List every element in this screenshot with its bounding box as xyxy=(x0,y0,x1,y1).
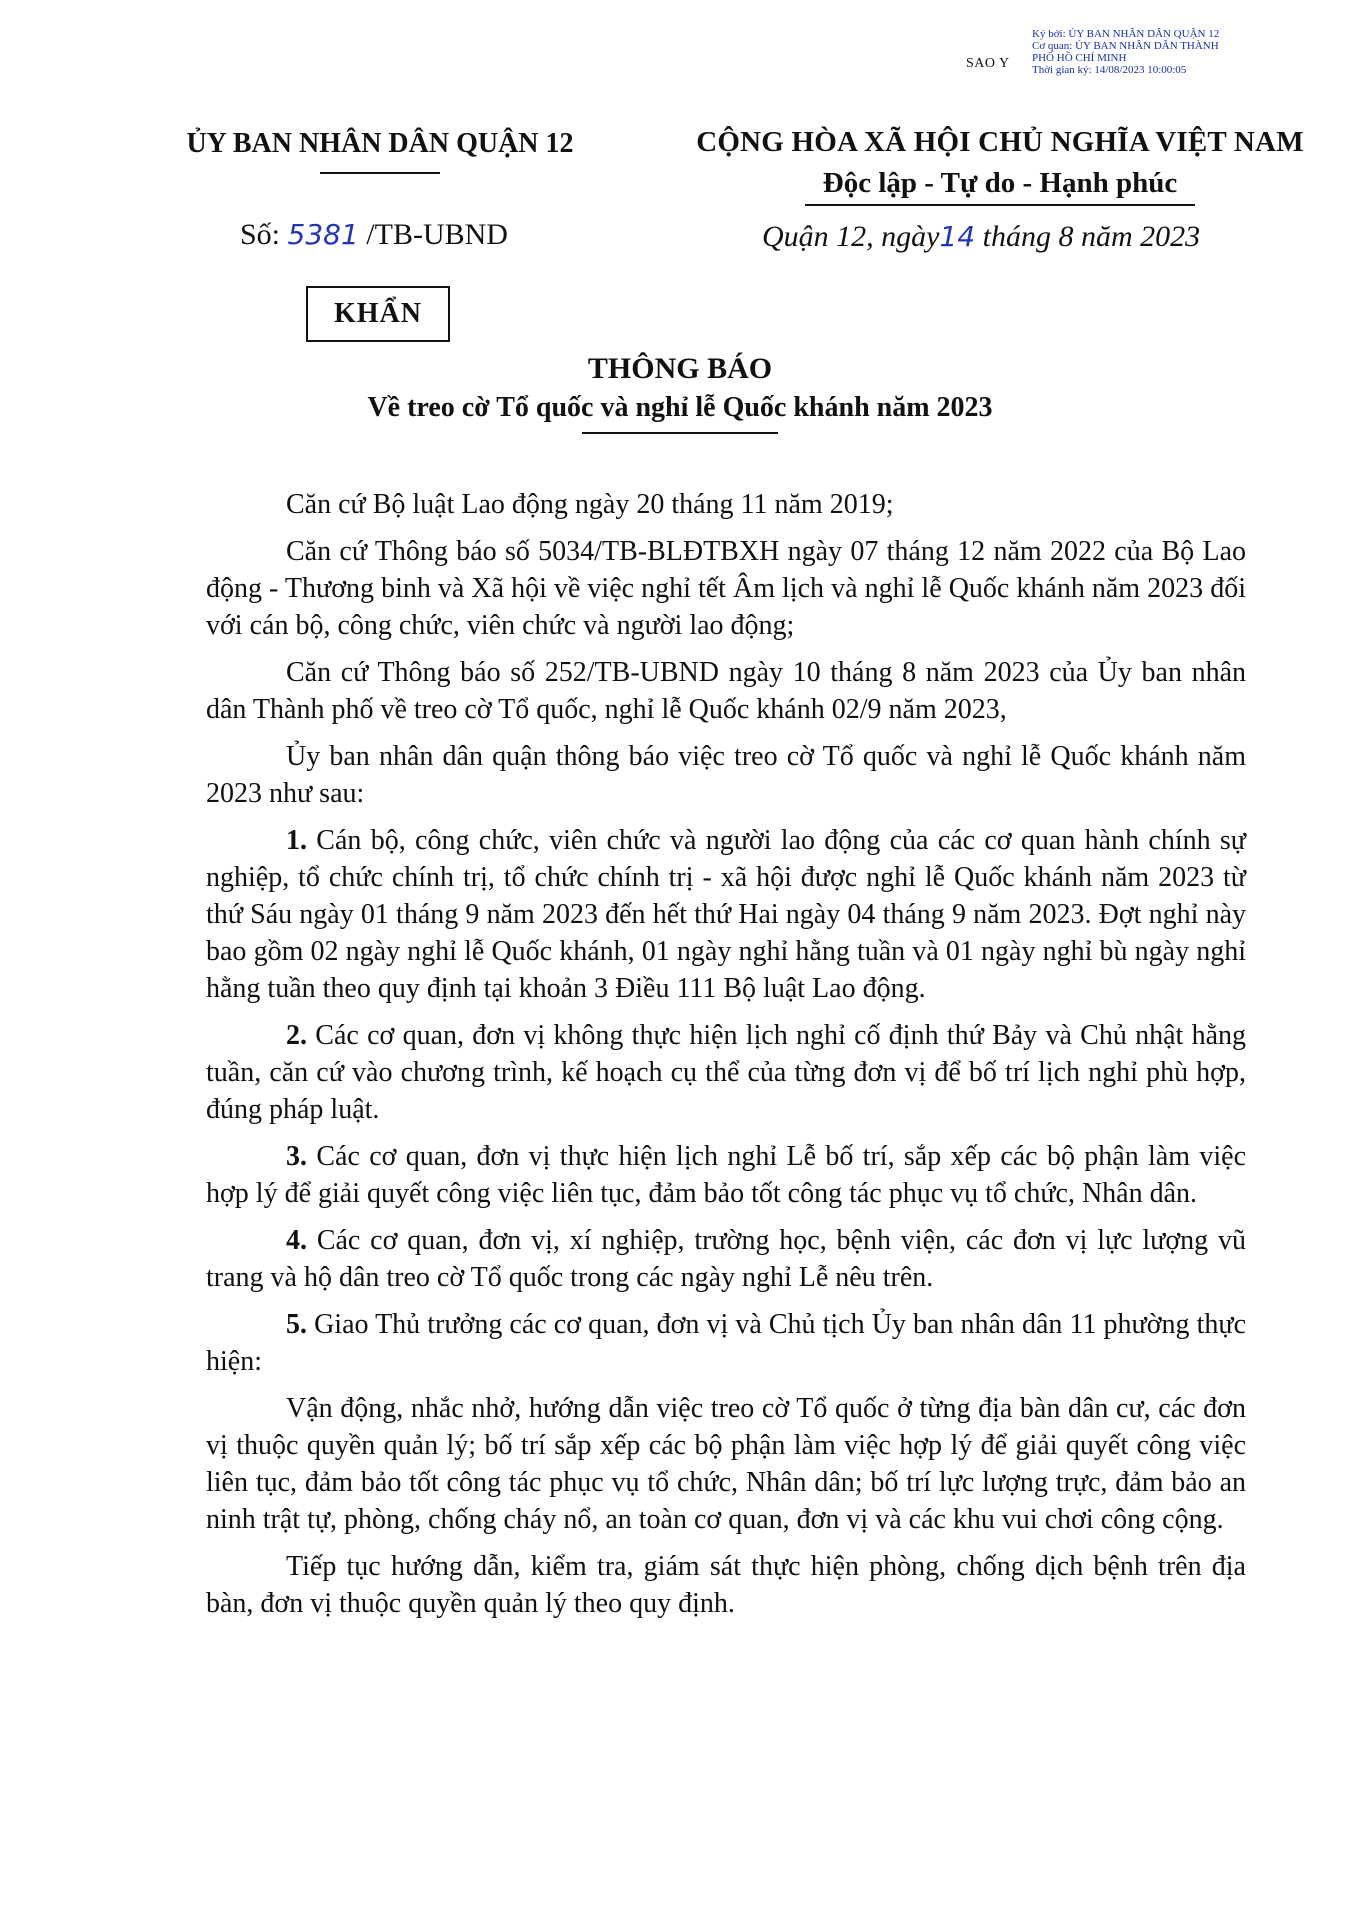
doc-number-handwritten: 5381 xyxy=(287,218,359,251)
place-date xyxy=(762,220,1200,254)
body-paragraph: Ủy ban nhân dân quận thông báo việc treo cờ Tổ quốc và nghỉ lễ Quốc khánh năm 2023 như sau: xyxy=(206,741,1246,809)
title-subject: Về treo cờ Tổ quốc và nghỉ lễ Quốc khánh năm 2023 xyxy=(367,392,993,423)
doc-number-suffix: /TB-UBND xyxy=(366,218,508,251)
item-number: 1. xyxy=(286,825,307,856)
document-number xyxy=(240,218,508,252)
signature-time: Thời gian ký: 14/08/2023 10:00:05 xyxy=(1032,64,1187,76)
item-number: 2. xyxy=(286,1020,307,1051)
copy-mark: SAO Y xyxy=(966,56,1010,71)
signature-agency-cont: PHỐ HỒ CHÍ MINH xyxy=(1032,52,1127,64)
signature-signer: Ký bởi: ỦY BAN NHÂN DÂN QUẬN 12 xyxy=(1032,28,1220,40)
issuer-header xyxy=(150,128,610,174)
national-motto xyxy=(680,126,1320,206)
item-text: Các cơ quan, đơn vị không thực hiện lịch nghỉ cố định thứ Bảy và Chủ nhật hằng tuần, căn cứ vào chương trình, kế hoạch cụ thể của từng đơn vị để bố trí lịch nghỉ phù hợp, đúng pháp luật. xyxy=(206,1020,1246,1125)
title-underline xyxy=(582,432,778,434)
body-paragraph: Tiếp tục hướng dẫn, kiểm tra, giám sát thực hiện phòng, chống dịch bệnh trên địa bàn, đơn vị thuộc quyền quản lý theo quy định. xyxy=(206,1551,1246,1619)
body-paragraph: Căn cứ Thông báo số 252/TB-UBND ngày 10 tháng 8 năm 2023 của Ủy ban nhân dân Thành phố về treo cờ Tổ quốc, nghỉ lễ Quốc khánh 02/9 năm 2023, xyxy=(206,657,1246,725)
doc-number-prefix: Số: xyxy=(240,218,281,251)
motto-underline xyxy=(805,204,1195,206)
item-number: 5. xyxy=(286,1309,307,1340)
body-item-5 xyxy=(206,1306,1246,1380)
motto: Độc lập - Tự do - Hạnh phúc xyxy=(822,167,1178,199)
urgent-stamp: KHẨN xyxy=(306,286,450,342)
item-text: Giao Thủ trưởng các cơ quan, đơn vị và Chủ tịch Ủy ban nhân dân 11 phường thực hiện: xyxy=(206,1309,1246,1377)
item-text: Các cơ quan, đơn vị, xí nghiệp, trường học, bệnh viện, các đơn vị lực lượng vũ trang và hộ dân treo cờ Tổ quốc trong các ngày nghỉ Lễ nêu trên. xyxy=(206,1225,1246,1293)
body-paragraph: Căn cứ Bộ luật Lao động ngày 20 tháng 11 năm 2019; xyxy=(286,489,894,520)
document-body xyxy=(206,486,1246,1632)
body-item-1 xyxy=(206,822,1246,1007)
item-number: 4. xyxy=(286,1225,307,1256)
place-date-suffix: tháng 8 năm 2023 xyxy=(975,220,1201,253)
notice-title xyxy=(300,352,1060,434)
issuer-name: ỦY BAN NHÂN DÂN QUẬN 12 xyxy=(186,128,574,159)
date-day-handwritten: 14 xyxy=(939,220,976,253)
item-text: Các cơ quan, đơn vị thực hiện lịch nghỉ Lễ bố trí, sắp xếp các bộ phận làm việc hợp lý để giải quyết công việc liên tục, đảm bảo tốt công tác phục vụ tổ chức, Nhân dân. xyxy=(206,1141,1246,1209)
body-item-3 xyxy=(206,1138,1246,1212)
body-item-2 xyxy=(206,1017,1246,1128)
body-paragraph: Căn cứ Thông báo số 5034/TB-BLĐTBXH ngày 07 tháng 12 năm 2022 của Bộ Lao động - Thương binh và Xã hội về việc nghỉ tết Âm lịch và nghỉ lễ Quốc khánh năm 2023 đối với cán bộ, công chức, viên chức và người lao động; xyxy=(206,536,1246,641)
digital-signature-block xyxy=(1032,28,1332,76)
issuer-underline xyxy=(320,172,440,174)
title-main: THÔNG BÁO xyxy=(587,352,773,385)
country-name: CỘNG HÒA XÃ HỘI CHỦ NGHĨA VIỆT NAM xyxy=(696,126,1304,158)
item-text: Cán bộ, công chức, viên chức và người lao động của các cơ quan hành chính sự nghiệp, tổ chức chính trị, tổ chức chính trị - xã hội được nghỉ lễ Quốc khánh năm 2023 từ thứ Sáu ngày 01 tháng 9 năm 2023 đến hết thứ Hai ngày 04 tháng 9 năm 2023. Đợt nghỉ này bao gồm 02 ngày nghỉ lễ Quốc khánh, 01 ngày nghỉ hằng tuần và 01 ngày nghỉ bù ngày nghỉ hằng tuần theo quy định tại khoản 3 Điều 111 Bộ luật Lao động. xyxy=(206,825,1246,1004)
place-date-prefix: Quận 12, ngày xyxy=(762,220,940,253)
signature-agency: Cơ quan: ỦY BAN NHÂN DÂN THÀNH xyxy=(1032,40,1219,52)
item-number: 3. xyxy=(286,1141,307,1172)
body-paragraph: Vận động, nhắc nhở, hướng dẫn việc treo cờ Tổ quốc ở từng địa bàn dân cư, các đơn vị thuộc quyền quản lý; bố trí sắp xếp các bộ phận làm việc hợp lý để giải quyết công việc liên tục, đảm bảo tốt công tác phục vụ tổ chức, Nhân dân; bố trí lực lượng trực, đảm bảo an ninh trật tự, phòng, chống cháy nổ, an toàn cơ quan, đơn vị và các khu vui chơi công cộng. xyxy=(206,1393,1246,1535)
body-item-4 xyxy=(206,1222,1246,1296)
